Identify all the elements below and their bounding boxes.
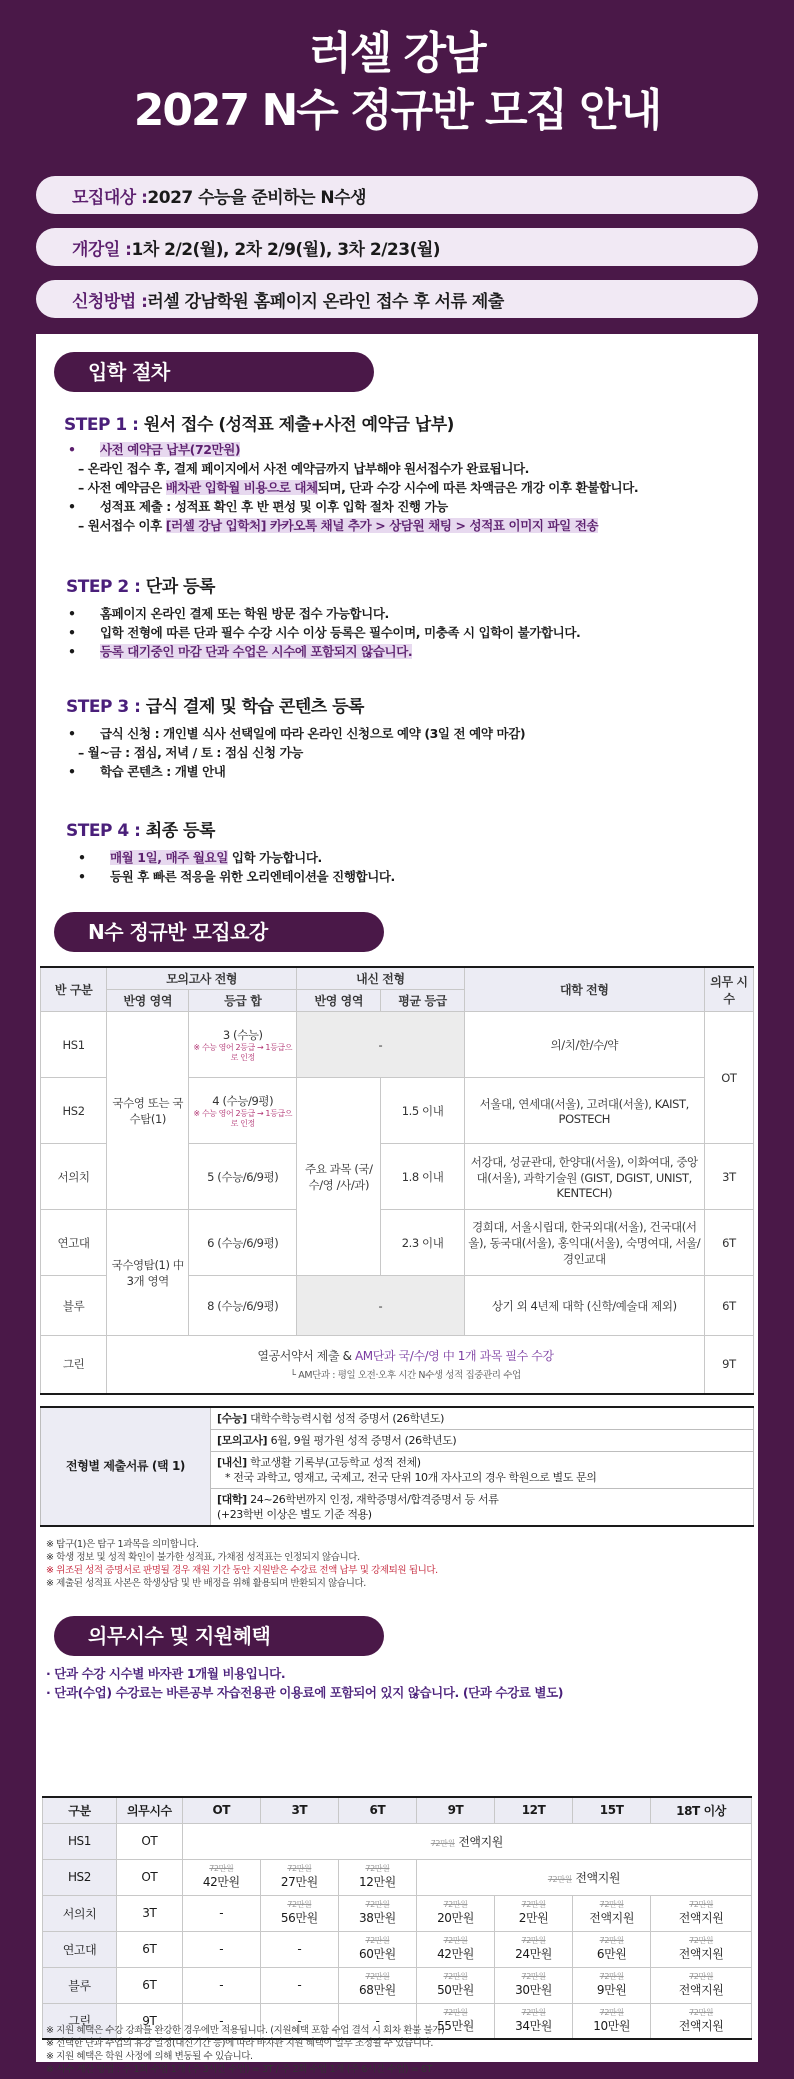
note: ※ 지원 혜택은 수강 강좌를 완강한 경우에만 적용됩니다. (지원혜택 포함 수업 결석 시 회차 환불 불가): [46, 2025, 445, 2036]
fee-class: HS1: [43, 1823, 117, 1859]
benefit-footnotes: [46, 2024, 444, 2076]
admission-table: [40, 966, 754, 1395]
class-name: 블루: [41, 1276, 107, 1336]
note: ※ 제출된 성적표 사본은 학생상담 및 반 배정을 위해 활용되며 반환되지 않습니다.: [46, 1578, 366, 1589]
fee-cell: 72만원 전액지원: [573, 1895, 651, 1931]
info-apply-method: [36, 280, 758, 318]
fee-cell: 72만원 전액지원: [651, 2003, 752, 2039]
fee-duty: 6T: [116, 1967, 182, 2003]
benefit-note: · 단과 수강 시수별 바자관 1개월 비용입니다.: [46, 1666, 286, 1681]
col-school: 내신 전형: [297, 967, 465, 990]
step1-list: [68, 440, 638, 535]
col-school-area: 반영 영역: [297, 990, 381, 1012]
fee-col: 12T: [495, 1797, 573, 1823]
info-value: 2027 수능을 준비하는 N수생: [147, 187, 367, 208]
table-row: [41, 1210, 754, 1276]
fee-cell: 72만원 55만원: [416, 2003, 494, 2039]
fee-class: 연고대: [43, 1931, 117, 1967]
grade-sum: 4 (수능/9평) ※ 수능 영어 2등급 → 1등급으로 인정: [189, 1078, 297, 1144]
fee-col: 18T 이상: [651, 1797, 752, 1823]
col-class: 반 구분: [41, 967, 107, 1012]
admission-notes: [46, 1538, 438, 1590]
fee-cell: 72만원 24만원: [495, 1931, 573, 1967]
univ: 서강대, 성균관대, 한양대(서울), 이화여대, 중앙대(서울), 과학기술원 (GIST, DGIST, UNIST, KENTECH): [464, 1144, 704, 1210]
fee-cell: 72만원 전액지원: [651, 1931, 752, 1967]
fee-cell: -: [260, 1967, 338, 2003]
fee-table: [42, 1796, 752, 2040]
header: [0, 0, 794, 172]
list-item: • 학습 콘텐츠 : 개별 안내: [68, 762, 525, 781]
info-start-date: [36, 228, 758, 266]
fee-col: 6T: [338, 1797, 416, 1823]
note: ※ 선택한 단과 수업의 휴강 일정(내신기간 등)에 따라 바자관 지원 혜택이 일부 조정될 수 있습니다.: [46, 2038, 433, 2049]
doc-school: [내신] 학교생활 기록부(고등학교 성적 전체) * 전국 과학고, 영재고, 국제고, 전국 단위 10개 자사고의 경우 학원으로 별도 문의: [211, 1452, 754, 1489]
step3-list: [68, 724, 525, 781]
list-item: – 온라인 접수 후, 결제 페이지에서 사전 예약금까지 납부해야 원서접수가 완료됩니다.: [78, 461, 530, 476]
duty: 6T: [704, 1210, 753, 1276]
fee-cell: 72만원 60만원: [338, 1931, 416, 1967]
fee-col: 의무시수: [116, 1797, 182, 1823]
fee-cell: -: [260, 2003, 338, 2039]
table-row: [41, 1336, 754, 1394]
note: ※ 지원 혜택은 학원 사정에 의해 변동될 수 있습니다.: [46, 2051, 253, 2062]
list-item: • 등원 후 빠른 적응을 위한 오리엔테이션을 진행합니다.: [78, 867, 395, 886]
fee-cell: 72만원 34만원: [495, 2003, 573, 2039]
fee-duty: 3T: [116, 1895, 182, 1931]
fee-cell: 72만원 2만원: [495, 1895, 573, 1931]
step4-title: STEP 4 : 최종 등록: [66, 821, 215, 841]
univ: 경희대, 서울시립대, 한국외대(서울), 건국대(서울), 동국대(서울), 홍익대(서울), 숙명여대, 서울/경인교대: [464, 1210, 704, 1276]
fee-cell: 72만원 42만원: [416, 1931, 494, 1967]
fee-cell: 72만원 전액지원: [651, 1895, 752, 1931]
list-item: • 홈페이지 온라인 결제 또는 학원 방문 접수 가능합니다.: [68, 604, 580, 623]
step2-list: [68, 604, 580, 661]
col-univ: 대학 전형: [464, 967, 704, 1012]
fee-cell: 72만원 10만원: [573, 2003, 651, 2039]
list-item: – 원서접수 이후 [러셀 강남 입학처] 카카오톡 채널 추가 > 상담원 채팅 > 성적표 이미지 파일 전송: [78, 518, 599, 533]
green-condition: 열공서약서 제출 & AM단과 국/수/영 中 1개 과목 필수 수강 └ AM단과 : 평일 오전·오후 시간 N수생 성적 집중관리 수업: [107, 1336, 705, 1394]
fee-cell: -: [182, 1967, 260, 2003]
table-row: [43, 1931, 752, 1967]
fee-cell: -: [182, 1895, 260, 1931]
school-avg: 1.8 이내: [381, 1144, 464, 1210]
table-row: [43, 1823, 752, 1859]
grade-sum: 8 (수능/6/9평): [189, 1276, 297, 1336]
info-label: 모집대상 :: [72, 187, 148, 208]
class-name: HS1: [41, 1012, 107, 1078]
mock-area: 국수영탐(1) 中 3개 영역: [107, 1210, 189, 1336]
col-duty: 의무 시수: [704, 967, 753, 1012]
fee-cell: 72만원 42만원: [182, 1859, 260, 1895]
fee-cell: 72만원 전액지원: [651, 1967, 752, 2003]
fee-duty: OT: [116, 1823, 182, 1859]
fee-duty: 6T: [116, 1931, 182, 1967]
note: ※ 학생 정보 및 성적 확인이 불가한 성적표, 가채점 성적표는 인정되지 않습니다.: [46, 1552, 360, 1563]
duty: 9T: [704, 1336, 753, 1394]
list-item: • 성적표 제출 : 성적표 확인 후 반 편성 및 이후 입학 절차 진행 가능: [68, 497, 638, 516]
list-item: – 사전 예약금은 배차관 입학월 비용으로 대체되며, 단과 수강 시수에 따른 차액금은 개강 이후 환불합니다.: [78, 480, 639, 495]
section-recruitment-guide: N수 정규반 모집요강: [54, 912, 384, 952]
info-value: 1차 2/2(월), 2차 2/9(월), 3차 2/23(월): [131, 239, 441, 260]
fee-cell: 72만원 50만원: [416, 1967, 494, 2003]
duty: OT: [704, 1012, 753, 1144]
school-area: 주요 과목 (국/수/영 /사/과): [297, 1078, 381, 1276]
fee-cell: 72만원 9만원: [573, 1967, 651, 2003]
documents-head: 전형별 제출서류 (택 1): [41, 1407, 211, 1526]
fee-col: 3T: [260, 1797, 338, 1823]
fee-cell: 72만원 12만원: [338, 1859, 416, 1895]
univ: 의/치/한/수/약: [464, 1012, 704, 1078]
fee-cell: -: [338, 2003, 416, 2039]
class-name: HS2: [41, 1078, 107, 1144]
title-line-2: 2027 N수 정규반 모집 안내: [133, 85, 661, 136]
class-name: 서의치: [41, 1144, 107, 1210]
fee-class: HS2: [43, 1859, 117, 1895]
documents-table: [40, 1406, 754, 1527]
fee-col: 9T: [416, 1797, 494, 1823]
mock-area: 국수영 또는 국수탐(1): [107, 1012, 189, 1210]
doc-suneung: [수능] 대학수학능력시험 성적 증명서 (26학년도): [211, 1407, 754, 1430]
fee-full-support: 72만원 전액지원: [182, 1823, 751, 1859]
fee-full-support: 72만원 전액지원: [416, 1859, 751, 1895]
list-item: • 급식 신청 : 개인별 식사 선택일에 따라 온라인 신청으로 예약 (3일 전 예약 마감): [68, 724, 525, 743]
school-empty: -: [297, 1276, 465, 1336]
step4-list: [78, 848, 395, 886]
doc-mock: [모의고사] 6월, 9월 평가원 성적 증명서 (26학년도): [211, 1430, 754, 1452]
fee-duty: OT: [116, 1859, 182, 1895]
fee-cell: 72만원 38만원: [338, 1895, 416, 1931]
grade-sum: 6 (수능/6/9평): [189, 1210, 297, 1276]
list-item: • 입학 전형에 따른 단과 필수 수강 시수 이상 등록은 필수이며, 미충족 시 입학이 불가합니다.: [68, 623, 580, 642]
school-avg: 1.5 이내: [381, 1078, 464, 1144]
col-school-avg: 평균 등급: [381, 990, 464, 1012]
benefit-notes: [46, 1664, 563, 1702]
col-mock: 모의고사 전형: [107, 967, 297, 990]
duty: 3T: [704, 1144, 753, 1210]
fee-class: 블루: [43, 1967, 117, 2003]
note-warning: ※ 위조된 성적 증명서로 판명될 경우 재원 기간 동안 지원받은 수강료 전액 납부 및 강제퇴원 됩니다.: [46, 1565, 438, 1576]
grade-sum: 3 (수능) ※ 수능 영어 2등급 → 1등급으로 인정: [189, 1012, 297, 1078]
col-mock-grade: 등급 합: [189, 990, 297, 1012]
fee-col: OT: [182, 1797, 260, 1823]
step2-title: STEP 2 : 단과 등록: [66, 577, 215, 597]
school-empty: -: [297, 1012, 465, 1078]
univ: 서울대, 연세대(서울), 고려대(서울), KAIST, POSTECH: [464, 1078, 704, 1144]
list-item: • 매월 1일, 매주 월요일 입학 가능합니다.: [78, 848, 395, 867]
table-row: [43, 1859, 752, 1895]
section-benefits: 의무시수 및 지원혜택: [54, 1616, 384, 1656]
doc-univ: [대학] 24~26학번까지 인정, 재학증명서/합격증명서 등 서류 (+23학번 이상은 별도 기준 적용): [211, 1489, 754, 1527]
fee-cell: 72만원 68만원: [338, 1967, 416, 2003]
list-item: – 월~금 : 점심, 저녁 / 토 : 점심 신청 가능: [78, 745, 303, 760]
fee-cell: -: [260, 1931, 338, 1967]
fee-cell: -: [182, 2003, 260, 2039]
school-avg: 2.3 이내: [381, 1210, 464, 1276]
fee-cell: 72만원 27만원: [260, 1859, 338, 1895]
class-name: 연고대: [41, 1210, 107, 1276]
fee-cell: -: [182, 1931, 260, 1967]
univ: 상기 외 4년제 대학 (신학/예술대 제외): [464, 1276, 704, 1336]
info-label: 개강일 :: [72, 239, 132, 260]
list-item: • 등록 대기중인 마감 단과 수업은 시수에 포함되지 않습니다.: [68, 642, 580, 661]
fee-col: 구분: [43, 1797, 117, 1823]
section-admission-process: 입학 절차: [54, 352, 374, 392]
table-row: [43, 1967, 752, 2003]
col-mock-area: 반영 영역: [107, 990, 189, 1012]
fee-cell: 72만원 30만원: [495, 1967, 573, 2003]
note: ※ 시수 계산 방법 : 주 1회 수업 1개 (주 3시간 수업) = 3T / 주 2회 수업 1개 (주 6시간 수업) = 6T: [46, 2064, 432, 2075]
fee-col: 15T: [573, 1797, 651, 1823]
info-value: 러셀 강남학원 홈페이지 온라인 접수 후 서류 제출: [147, 291, 504, 312]
fee-cell: 72만원 56만원: [260, 1895, 338, 1931]
step3-title: STEP 3 : 급식 결제 및 학습 콘텐츠 등록: [66, 697, 364, 717]
fee-class: 그린: [43, 2003, 117, 2039]
note: ※ 탐구(1)은 탐구 1과목을 의미합니다.: [46, 1539, 199, 1550]
grade-sum: 5 (수능/6/9평): [189, 1144, 297, 1210]
fee-duty: 9T: [116, 2003, 182, 2039]
info-target: [36, 176, 758, 214]
list-item: • 사전 예약금 납부(72만원): [68, 440, 638, 459]
class-name: 그린: [41, 1336, 107, 1394]
fee-class: 서의치: [43, 1895, 117, 1931]
benefit-note: · 단과(수업) 수강료는 바른공부 자습전용관 이용료에 포함되어 있지 않습니다. (단과 수강료 별도): [46, 1685, 564, 1700]
content-panel: [36, 334, 758, 2075]
fee-cell: 72만원 20만원: [416, 1895, 494, 1931]
table-row: [41, 1012, 754, 1078]
table-row: [43, 1895, 752, 1931]
fee-cell: 72만원 6만원: [573, 1931, 651, 1967]
info-label: 신청방법 :: [72, 291, 148, 312]
step1-title: STEP 1 : 원서 접수 (성적표 제출+사전 예약금 납부): [64, 415, 454, 435]
duty: 6T: [704, 1276, 753, 1336]
title-line-1: 러셀 강남: [309, 28, 485, 79]
